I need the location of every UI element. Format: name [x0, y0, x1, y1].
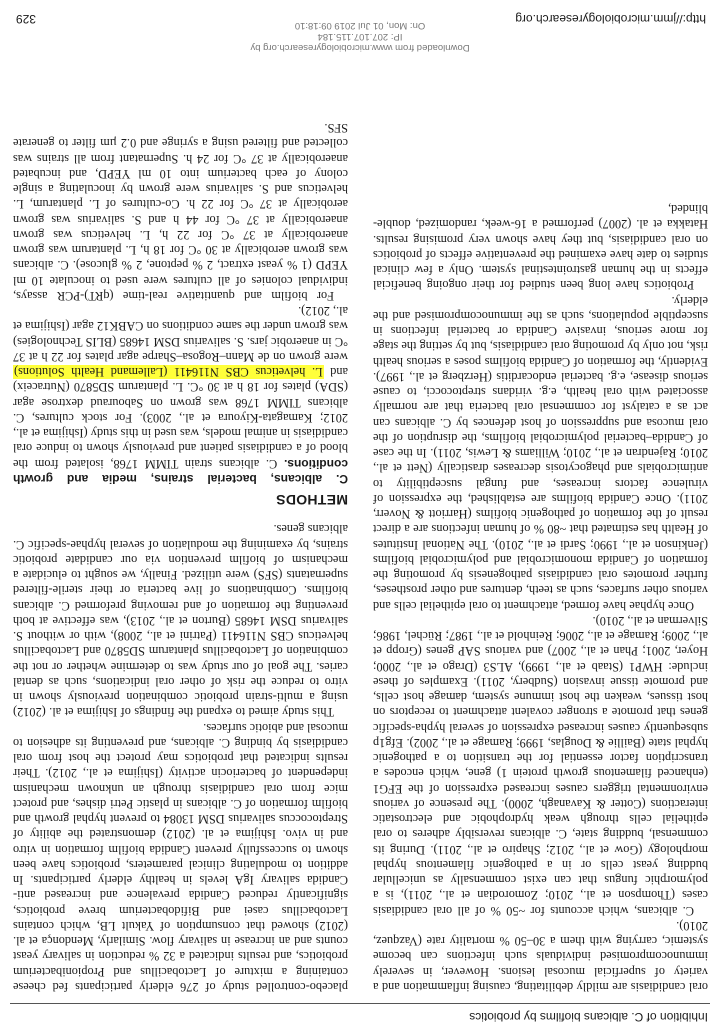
left-paragraph-4: Probiotics have long been studied for their ongoing beneficial effects in the human gastrointestinal system. Only a few clinical studies to date have examined the preventative effects of probiotics on oral candidiasis, but they have shown very promising results. Hatakka et al. (2007) performed a 16-week, randomized, double-blinded, [373, 202, 708, 293]
running-header [0, 1008, 720, 1024]
methods-paragraph-1 [13, 303, 348, 486]
methods-text-after: were grown on de Mann–Rogosa–Sharpe agar plates for 22 h at 37 °C in anaerobic jars. S. salivarius DSM 14685 (BLIS Technologies) was grown under the same conditions on CABK12 agar (Ishijima et al., 2012). [13, 304, 348, 364]
methods-heading: METHODS [275, 492, 348, 509]
journal-url[interactable]: http://jmm.microbiologyresearch.org [515, 12, 706, 26]
right-column [13, 120, 348, 994]
methods-text-before: C. albicans strain TIMM 1768, isolated from the blood of a candidiasis patient and previously shown to induce oral candidiasis in animal models, was used in this study (Ishijima et al., 2012; Kamagata-Kiyoura et al., 2003). For stock cultures, C. albicans TIMM 1768 was grown on Sabouraud dextrose agar (SDA) plates for 18 h at 30 °C. L. plantarum SD5870 (Nutraceix) and [12, 365, 348, 471]
highlighted-text: L. helveticus CBS N116411 (Lallemand Health Solutions) [14, 365, 323, 380]
download-note-2: IP: 207.107.115.184 [317, 31, 403, 42]
download-note-1: Downloaded from www.microbiologyresearch.org by [250, 42, 470, 53]
left-column [373, 201, 708, 994]
left-paragraph-1: oral candidiasis are mildly debilitating, causing inflammation and a variety of superficial mucosal lesions. However, in severely immunocompromised individuals such infections can become systemic, carrying with them a 30–50 % mortality rate (Vazquez, 2010). [373, 919, 708, 994]
left-paragraph-2: C. albicans, which accounts for ~50 % of all oral candidiasis cases (Thompson et al., 2010; Zomorodian et al., 2011), is a polymorphic fungus that can exist commensally as unicellular budding yeast cells or in a pathogenic filamentous hyphal morphology (Gow et al., 2012; Shapiro et al., 2011). During its commensal, budding state, C. albicans reversibly adheres to oral epithelial cells through weak hydrophobic and electrostatic interactions (Cotter & Kavanagh, 2000). The presence of various environmental triggers causes increased expression of the EFG1 (enhanced filamentous growth protein 1) gene, which encodes a transcription factor essential for the transition to a pathogenic hyphal state (Baillie & Douglas, 1999; Ramage et al., 2002). Efg1p subsequently causes increased expression of several hypha-specific genes that promote a stronger covalent attachment to receptors on host tissues, weaken the host immune system, damage host cells, and promote tissue invasion (Sudbery, 2011). Examples of these include: HWP1 (Staab et al., 1999), ALS3 (Drago et al., 2000; Hoyer, 2001; Phan et al., 2007) and various SAP genes (Gropp et al., 2009; Ramage et al., 2006; Reinhold et al., 1987; Rüchel, 1986; Silverman et al., 2010). [373, 614, 708, 918]
page-footer [0, 8, 720, 53]
right-paragraph-1: placebo-controlled study of 276 elderly participants fed cheese containing a mixture of Lactobacillus and Propionibacterium probiotics, and results indicated a 32 % reduction in salivary yeast counts and an increase in salivary flow. Similarly, Mendonça et al. (2012) showed that consumption of Yakult LB, which contains Lactobacillus casei and Bifidobacterium breve probiotics, significantly reduced Candida prevalence and increased anti-Candida salivary IgA levels in healthy elderly participants. In addition to modulating clinical parameters, probiotics have been shown to successfully prevent Candida biofilm formation in vitro and in vivo. Ishijima et al. (2012) demonstrated the ability of Streptococcus salivarius DSM 13084 to prevent hyphal growth and biofilm formation of C. albicans in plastic Petri dishes, and protect mice from oral candidiasis through an unknown mechanism independent of bacteriocin activity (Ishijima et al., 2012). Their results indicated that probiotics may protect the host from oral candidiasis by binding C. albicans, and preventing its adhesion to mucosal and abiotic surfaces. [13, 720, 348, 994]
methods-paragraph-2: For biofilm and quantitative real-time (qRT)-PCR assays, individual colonies of all cultures were used to inoculate 10 ml YEPD (1 % yeast extract, 2 % peptone, 2 % glucose). C. albicans was grown aerobically at 30 °C for 18 h, L. plantarum was grown anaerobically at 37 °C for 22 h, L. helveticus was grown anaerobically at 37 °C for 44 h and S. salivarius was grown aerobically at 37 °C for 22 h. Co-cultures of L. plantarum, L. helveticus and S. salivarius were grown by inoculating a single colony of each bacterium into 10 ml YEPD, and incubated anaerobically at 37 °C for 24 h. Supernatant from all strains was collected and filtered using a syringe and 0.2 µm filter to generate SFS. [13, 121, 348, 303]
download-note-3: On: Mon, 01 Jul 2019 09:18:10 [294, 20, 426, 31]
header-divider [10, 1003, 710, 1004]
left-paragraph-3: Once hyphae have formed, attachment to oral epithelial cells and various other surfaces, such as teeth, dentures and other prostheses, further promotes oral candidiasis pathogenesis by promoting the formation of Candida monomicrobial and polymicrobial biofilms (Jenkinson et al., 1990; Sardi et al., 2010). The National Institutes of Health has estimated that ~80 % of human infections are a direct result of the formation of pathogenic biofilms (Harriott & Noverr, 2011). Once Candida biofilms are established, the expression of virulence factors increases, and fungal susceptibility to antimicrobials and phagocytosis decreases drastically (Nett et al., 2010; Rajendran et al., 2010; Williams & Lewis, 2011). In the case of Candida–bacterial polymicrobial biofilms, the disruption of the oral mucosa and suppression of host defences by C. albicans can act as a catalyst for commensal oral bacteria that are normally associated with oral health, e.g. viridans streptococci, to cause serious disease, e.g. bacterial endocarditis (Herzberg et al., 1997). Evidently, the formation of Candida biofilms poses a serious health risk, not only by promoting oral candidiasis, but by setting the stage for more serious, invasive Candida or bacterial infections in susceptible populations, such as the immunocompromised and the elderly. [373, 293, 708, 613]
page-number: 329 [16, 12, 37, 26]
right-paragraph-2: This study aimed to expand the findings of Ishijima et al. (2012) using a multi-strain probiotic combination previously shown in vitro to reduce the risk of other oral indications, such as dental caries. The goal of our study was to determine whether or not the combination of Lactobacillus plantarum SD5870 and Lactobacillus helveticus CBS N116411 (Patrini et al., 2008), with or without S. salivarius DSM 14685 (Burton et al., 2013), was effective at both preventing the formation of and removing preformed C. albicans biofilms. Combinations of live bacteria or their sterile-filtered supernatants (SFS) were utilized. Finally, we sought to elucidate a mechanism of biofilm prevention via our candidate probiotic strains, by examining the modulation of several hyphae-specific C. albicans genes. [13, 522, 348, 720]
running-title: Inhibition of C. albicans biofilms by probiotics [469, 1010, 708, 1024]
methods-subheading: C. albicans, bacterial strains, media and growth conditions. [13, 456, 348, 486]
